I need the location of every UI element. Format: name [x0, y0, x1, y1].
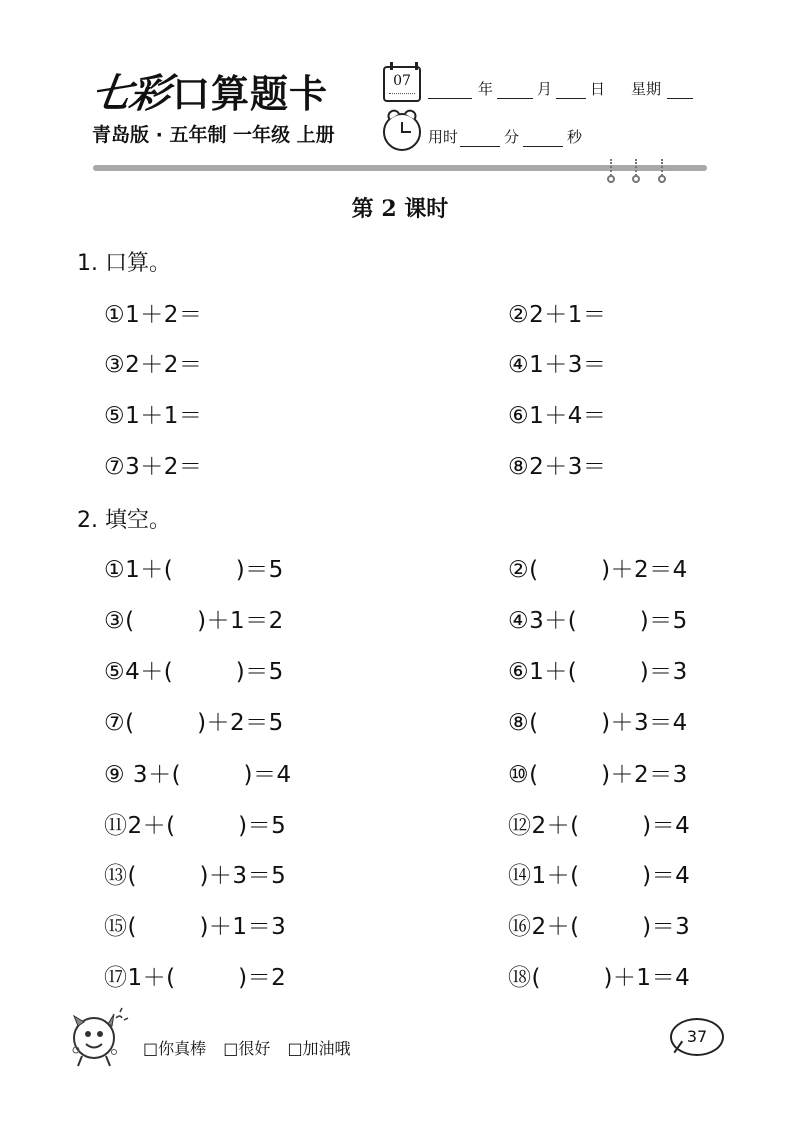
month-label: 月 — [537, 80, 553, 98]
fill-blank-item: ⑥1＋( )＝3 — [508, 659, 688, 685]
minutes-blank[interactable] — [460, 130, 500, 147]
fill-blank-item: ⑭1＋( )＝4 — [508, 863, 691, 889]
time-used-label: 用时 — [428, 128, 459, 146]
day-blank[interactable] — [556, 82, 586, 99]
fill-blank-item: ⑯2＋( )＝3 — [508, 914, 691, 940]
option-keep-going[interactable]: □加油哦 — [287, 1039, 351, 1058]
date-line — [428, 78, 693, 99]
mascot-icon — [68, 1006, 130, 1068]
fill-blank-item: ⑰1＋( )＝2 — [104, 965, 287, 991]
mental-math-item: ⑥1＋4＝ — [508, 403, 607, 429]
brand-title — [88, 64, 329, 117]
fill-blank-item: ④3＋( )＝5 — [508, 608, 688, 634]
weekday-blank[interactable] — [667, 82, 693, 99]
fill-blank-item: ②( )＋2＝4 — [508, 557, 688, 583]
fill-blank-item: ⑨ 3＋( )＝4 — [104, 762, 292, 788]
mental-math-item: ①1＋2＝ — [104, 302, 203, 328]
seconds-label: 秒 — [567, 128, 583, 146]
edition-label: 青岛版 · 五年制 一年级 上册 — [92, 124, 335, 146]
section-2-title: 2. 填空。 — [77, 508, 171, 533]
section-1-title: 1. 口算。 — [77, 251, 171, 276]
mental-math-item: ⑧2＋3＝ — [508, 454, 607, 480]
binder-ring-icon — [633, 159, 639, 183]
minutes-label: 分 — [504, 128, 520, 146]
clock-icon — [383, 113, 421, 151]
month-blank[interactable] — [497, 82, 533, 99]
self-evaluation — [143, 1036, 363, 1059]
binder-ring-icon — [659, 159, 665, 183]
mental-math-item: ⑦3＋2＝ — [104, 454, 203, 480]
calendar-number: 07 — [393, 73, 411, 89]
mental-math-item: ④1＋3＝ — [508, 352, 607, 378]
fill-blank-item: ①1＋( )＝5 — [104, 557, 284, 583]
calendar-icon — [383, 66, 421, 102]
fill-blank-item: ⑤4＋( )＝5 — [104, 659, 284, 685]
mental-math-item: ③2＋2＝ — [104, 352, 203, 378]
weekday-label: 星期 — [631, 80, 662, 98]
fill-blank-item: ⑦( )＋2＝5 — [104, 710, 284, 736]
fill-blank-item: ⑫2＋( )＝4 — [508, 813, 691, 839]
mental-math-item: ②2＋1＝ — [508, 302, 607, 328]
page-number: 37 — [670, 1018, 724, 1056]
day-label: 日 — [590, 80, 606, 98]
lesson-title: 第 2 课时 — [351, 196, 449, 222]
fill-blank-item: ⑧( )＋3＝4 — [508, 710, 688, 736]
fill-blank-item: ⑱( )＋1＝4 — [508, 965, 691, 991]
fill-blank-item: ③( )＋1＝2 — [104, 608, 284, 634]
year-blank[interactable] — [428, 82, 472, 99]
option-great[interactable]: □你真棒 — [143, 1039, 207, 1058]
time-line — [428, 126, 582, 147]
binder-ring-icon — [608, 159, 614, 183]
fill-blank-item: ⑬( )＋3＝5 — [104, 863, 287, 889]
brand-title-first: 七彩 — [88, 69, 171, 117]
option-good[interactable]: □很好 — [223, 1039, 271, 1058]
fill-blank-item: ⑮( )＋1＝3 — [104, 914, 287, 940]
brand-title-rest: 口算题卡 — [172, 71, 329, 116]
year-label: 年 — [478, 80, 494, 98]
mental-math-item: ⑤1＋1＝ — [104, 403, 203, 429]
fill-blank-item: ⑩( )＋2＝3 — [508, 762, 688, 788]
header-divider — [93, 165, 707, 171]
fill-blank-item: ⑪2＋( )＝5 — [104, 813, 287, 839]
seconds-blank[interactable] — [523, 130, 563, 147]
